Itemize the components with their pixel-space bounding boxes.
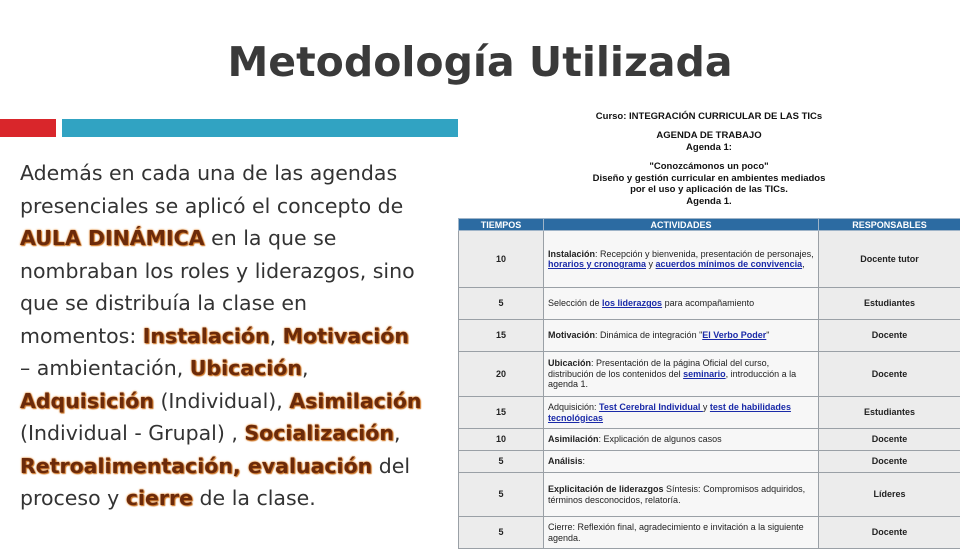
activity-text: : Dinámica de integración " bbox=[595, 330, 702, 340]
term-asimilacion: Asimilación bbox=[289, 389, 421, 413]
agenda-theme-line: Agenda 1. bbox=[458, 196, 960, 208]
agenda-image bbox=[458, 100, 960, 540]
time-cell: 5 bbox=[459, 473, 544, 517]
time-cell: 5 bbox=[459, 288, 544, 320]
table-row bbox=[459, 352, 960, 397]
accent-bar-blue bbox=[62, 119, 458, 137]
responsible-cell: Líderes bbox=[819, 473, 960, 517]
term-ubicacion: Ubicación bbox=[190, 356, 302, 380]
header-tiempos: TIEMPOS bbox=[459, 219, 544, 231]
activity-text: y bbox=[646, 259, 656, 269]
table-row bbox=[459, 429, 960, 451]
activity-cell bbox=[544, 473, 819, 517]
activity-cell bbox=[544, 517, 819, 549]
activity-term: Asimilación bbox=[548, 434, 599, 444]
time-cell: 5 bbox=[459, 517, 544, 549]
table-header-row bbox=[459, 219, 960, 231]
term-motivacion: Motivación bbox=[283, 324, 409, 348]
activity-term: Motivación bbox=[548, 330, 595, 340]
activity-link[interactable]: acuerdos mínimos de convivencia bbox=[656, 259, 803, 269]
activity-term: Explicitación de liderazgos bbox=[548, 484, 664, 494]
activity-cell bbox=[544, 451, 819, 473]
text-segment: de la clase. bbox=[193, 486, 316, 510]
activity-text: Síntesis: Compromisos adquiridos, términos desconocidos, relatoría. bbox=[548, 484, 805, 505]
table-row bbox=[459, 473, 960, 517]
activity-text: , bbox=[802, 259, 805, 269]
responsible-cell: Docente bbox=[819, 320, 960, 352]
activity-cell bbox=[544, 397, 819, 429]
agenda-course: Curso: INTEGRACIÓN CURRICULAR DE LAS TICs bbox=[458, 111, 960, 123]
time-cell: 10 bbox=[459, 429, 544, 451]
activity-link[interactable]: El Verbo Poder bbox=[702, 330, 766, 340]
time-cell: 15 bbox=[459, 320, 544, 352]
table-row bbox=[459, 320, 960, 352]
table-row bbox=[459, 517, 960, 549]
time-cell: 5 bbox=[459, 451, 544, 473]
responsible-cell: Docente tutor bbox=[819, 231, 960, 288]
agenda-heading bbox=[458, 130, 960, 153]
agenda-theme-line: por el uso y aplicación de las TICs. bbox=[458, 184, 960, 196]
activity-text: : Presentación de la página Oficial del curso, distribución de los contenidos del bbox=[548, 358, 769, 379]
text-segment: del proceso y bbox=[20, 454, 410, 511]
term-retroalimentacion: Retroalimentación, evaluación bbox=[20, 454, 372, 478]
activity-text: Selección de bbox=[548, 298, 602, 308]
text-segment: (Individual), bbox=[154, 389, 289, 413]
accent-bar-red bbox=[0, 119, 56, 137]
activity-cell bbox=[544, 288, 819, 320]
activity-link[interactable]: Test Cerebral Individual bbox=[599, 402, 703, 412]
activity-text: Adquisición: bbox=[548, 402, 599, 412]
activity-link[interactable]: seminario bbox=[683, 369, 726, 379]
activity-text: " bbox=[766, 330, 769, 340]
slide-title: Metodología Utilizada bbox=[0, 38, 960, 86]
table-row bbox=[459, 451, 960, 473]
header-responsables: RESPONSABLES bbox=[819, 219, 960, 231]
activity-cell bbox=[544, 429, 819, 451]
agenda-table bbox=[458, 218, 960, 549]
agenda-theme bbox=[458, 161, 960, 207]
responsible-cell: Docente bbox=[819, 451, 960, 473]
activity-text: , introducción a la agenda 1. bbox=[548, 369, 796, 390]
header-actividades: ACTIVIDADES bbox=[544, 219, 819, 231]
time-cell: 10 bbox=[459, 231, 544, 288]
activity-link[interactable]: test de habilidades tecnológicas bbox=[548, 402, 791, 423]
activity-link[interactable]: horarios y cronograma bbox=[548, 259, 646, 269]
text-segment: , bbox=[394, 421, 401, 445]
agenda-theme-line: "Conozcámonos un poco" bbox=[458, 161, 960, 173]
activity-text: Cierre: Reflexión final, agradecimiento e invitación a la siguiente agenda. bbox=[548, 522, 804, 543]
responsible-cell: Docente bbox=[819, 352, 960, 397]
table-row bbox=[459, 231, 960, 288]
body-paragraph bbox=[20, 157, 425, 515]
time-cell: 20 bbox=[459, 352, 544, 397]
activity-cell bbox=[544, 320, 819, 352]
term-socializacion: Socialización bbox=[244, 421, 394, 445]
activity-link[interactable]: los liderazgos bbox=[602, 298, 662, 308]
activity-text: : Explicación de algunos casos bbox=[599, 434, 722, 444]
agenda-number: Agenda 1: bbox=[458, 142, 960, 154]
text-segment: Además en cada una de las agendas presenciales se aplicó el concepto de bbox=[20, 161, 403, 218]
term-instalacion: Instalación bbox=[143, 324, 270, 348]
activity-term: Ubicación bbox=[548, 358, 591, 368]
activity-text: para acompañamiento bbox=[662, 298, 754, 308]
text-segment: – ambientación, bbox=[20, 356, 190, 380]
activity-term: Instalación bbox=[548, 249, 595, 259]
activity-text: : Recepción y bienvenida, presentación de personajes, bbox=[595, 249, 814, 259]
text-segment: (Individual - Grupal) , bbox=[20, 421, 244, 445]
term-cierre: cierre bbox=[126, 486, 193, 510]
agenda-title: AGENDA DE TRABAJO bbox=[458, 130, 960, 142]
activity-text: y bbox=[703, 402, 710, 412]
activity-text: : bbox=[583, 456, 586, 466]
term-aula-dinamica: AULA DINÁMICA bbox=[20, 226, 205, 250]
responsible-cell: Docente bbox=[819, 517, 960, 549]
time-cell: 15 bbox=[459, 397, 544, 429]
responsible-cell: Estudiantes bbox=[819, 288, 960, 320]
text-segment: , bbox=[270, 324, 283, 348]
agenda-theme-line: Diseño y gestión curricular en ambientes mediados bbox=[458, 173, 960, 185]
text-segment: , bbox=[302, 356, 309, 380]
term-adquisicion: Adquisición bbox=[20, 389, 154, 413]
table-row bbox=[459, 288, 960, 320]
responsible-cell: Docente bbox=[819, 429, 960, 451]
activity-cell bbox=[544, 231, 819, 288]
activity-term: Análisis bbox=[548, 456, 583, 466]
activity-cell bbox=[544, 352, 819, 397]
responsible-cell: Estudiantes bbox=[819, 397, 960, 429]
text-segment: en la que se nombraban los roles y liderazgos, sino que se distribuía la clase en momentos: bbox=[20, 226, 415, 348]
table-row bbox=[459, 397, 960, 429]
